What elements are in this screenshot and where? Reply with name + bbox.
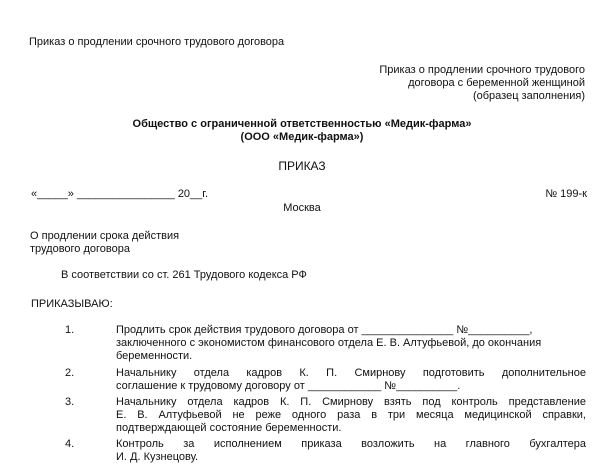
order-item-number: 4. <box>65 438 75 450</box>
order-item-number: 3. <box>65 396 75 408</box>
order-item-number: 2. <box>65 367 75 379</box>
order-subject-line: О продлении срока действия <box>30 230 180 242</box>
order-item-text <box>116 396 586 435</box>
organization-short-name: (ООО «Медик-фарма») <box>240 131 364 143</box>
order-item-number: 1. <box>65 324 75 336</box>
order-decree: ПРИКАЗЫВАЮ: <box>31 298 113 310</box>
order-subject-line: трудового договора <box>30 243 130 255</box>
sample-label <box>379 64 585 103</box>
order-item-text <box>116 438 586 464</box>
organization-full-name: Общество с ограниченной ответственностью «Медик-фарма» <box>132 118 472 130</box>
order-item-line: И. Д. Кузнецову. <box>116 451 199 463</box>
sample-label-line: договора с беременной женщиной <box>408 77 585 89</box>
order-title: ПРИКАЗ <box>278 159 326 173</box>
order-city: Москва <box>283 202 321 214</box>
order-item-line: Контроль за исполнением приказа возложить на главного бухгалтера <box>116 438 586 450</box>
order-basis: В соответствии со ст. 261 Трудового кодекса РФ <box>61 269 307 281</box>
order-item-text <box>116 324 586 363</box>
document-caption: Приказ о продлении срочного трудового договора <box>29 36 285 48</box>
order-item-line: Начальнику отдела кадров К. П. Смирнову подготовить дополнительное <box>116 367 586 379</box>
order-item-text <box>116 367 586 393</box>
organization-header <box>0 118 604 144</box>
order-item-line: подтверждающей состояние беременности. <box>116 422 342 434</box>
sample-label-line: Приказ о продлении срочного трудового <box>379 64 585 76</box>
order-number: № 199-к <box>545 188 587 200</box>
order-item-line: соглашение к трудовому договору от ____________ №__________. <box>116 380 461 392</box>
order-date-line: «_____» ________________ 20__г. <box>31 188 209 200</box>
order-subject <box>30 230 179 256</box>
order-item-line: Продлить срок действия трудового договора от _______________ №__________, <box>116 324 533 336</box>
order-item-line: заключенного с экономистом финансового отдела Е. В. Алтуфьевой, до окончания <box>116 337 542 349</box>
sample-label-line: (образец заполнения) <box>472 90 585 102</box>
order-item-line: беременности. <box>116 350 193 362</box>
order-item-line: Начальнику отдела кадров К. П. Смирнову взять под контроль представление <box>116 396 586 408</box>
order-item-line: Е. В. Алтуфьевой не реже одного раза в три месяца медицинской справки, <box>116 409 586 421</box>
